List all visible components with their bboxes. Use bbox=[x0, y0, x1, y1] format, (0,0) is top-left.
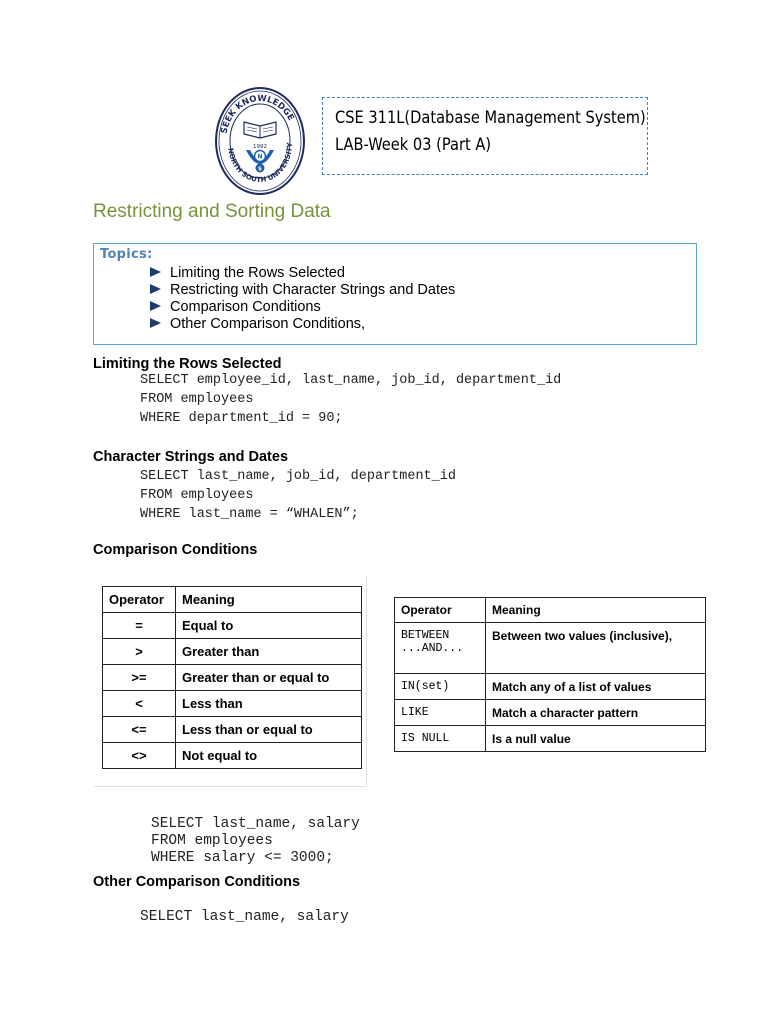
table-row: >= Greater than or equal to bbox=[103, 665, 362, 691]
table-header-cell: Operator bbox=[395, 598, 486, 623]
table-row: <= Less than or equal to bbox=[103, 717, 362, 743]
seal-letter-n: N bbox=[257, 153, 263, 161]
seal-year: 1992 bbox=[253, 144, 267, 150]
table-row: LIKE Match a character pattern bbox=[395, 700, 706, 726]
seal-ring-text: SEEK KNOWLEDGE bbox=[219, 93, 296, 135]
university-seal-logo bbox=[214, 86, 306, 196]
section-heading-other: Other Comparison Conditions bbox=[93, 874, 301, 890]
topics-label: Topics: bbox=[100, 247, 153, 262]
code-line: WHERE last_name = “WHALEN”; bbox=[140, 507, 359, 522]
code-line: SELECT last_name, salary bbox=[151, 816, 360, 832]
topic-item: Comparison Conditions bbox=[150, 299, 321, 315]
topic-item: Other Comparison Conditions, bbox=[150, 316, 365, 332]
code-line: FROM employees bbox=[151, 833, 273, 849]
table-row: = Equal to bbox=[103, 613, 362, 639]
triangle-bullet-icon bbox=[150, 267, 161, 277]
table-row: IS NULL Is a null value bbox=[395, 726, 706, 752]
svg-text:NORTH SOUTH UNIVERSITY: NORTH SOUTH UNIVERSITY bbox=[226, 142, 295, 185]
other-operators-table bbox=[394, 597, 706, 752]
table-header-cell: Meaning bbox=[176, 587, 362, 613]
lab-week-title: LAB-Week 03 (Part A) bbox=[335, 135, 492, 155]
course-title: CSE 311L(Database Management System) bbox=[335, 108, 646, 128]
document-title: Restricting and Sorting Data bbox=[93, 201, 331, 222]
table-row: IN(set) Match any of a list of values bbox=[395, 674, 706, 700]
table-row: > Greater than bbox=[103, 639, 362, 665]
section-heading-limiting: Limiting the Rows Selected bbox=[93, 356, 282, 372]
table-header-cell: Operator bbox=[103, 587, 176, 613]
course-header-box bbox=[322, 97, 648, 175]
code-line: SELECT last_name, salary bbox=[140, 909, 349, 925]
section-heading-comparison: Comparison Conditions bbox=[93, 542, 258, 558]
code-line: SELECT last_name, job_id, department_id bbox=[140, 469, 456, 484]
triangle-bullet-icon bbox=[150, 284, 161, 294]
table-header-cell: Meaning bbox=[486, 598, 706, 623]
code-line: WHERE department_id = 90; bbox=[140, 411, 343, 426]
triangle-bullet-icon bbox=[150, 318, 161, 328]
table-row: <> Not equal to bbox=[103, 743, 362, 769]
code-line: FROM employees bbox=[140, 488, 254, 503]
topic-item: Limiting the Rows Selected bbox=[150, 265, 345, 281]
table-row: BETWEEN ...AND... Between two values (inclusive), bbox=[395, 623, 706, 674]
section-heading-strings: Character Strings and Dates bbox=[93, 449, 289, 465]
seal-letter-s: S bbox=[258, 166, 262, 173]
comparison-operators-table bbox=[102, 586, 362, 769]
code-line: SELECT employee_id, last_name, job_id, department_id bbox=[140, 373, 562, 388]
table-row: < Less than bbox=[103, 691, 362, 717]
topic-item: Restricting with Character Strings and Dates bbox=[150, 282, 455, 298]
code-line: WHERE salary <= 3000; bbox=[151, 850, 334, 866]
code-line: FROM employees bbox=[140, 392, 254, 407]
triangle-bullet-icon bbox=[150, 301, 161, 311]
